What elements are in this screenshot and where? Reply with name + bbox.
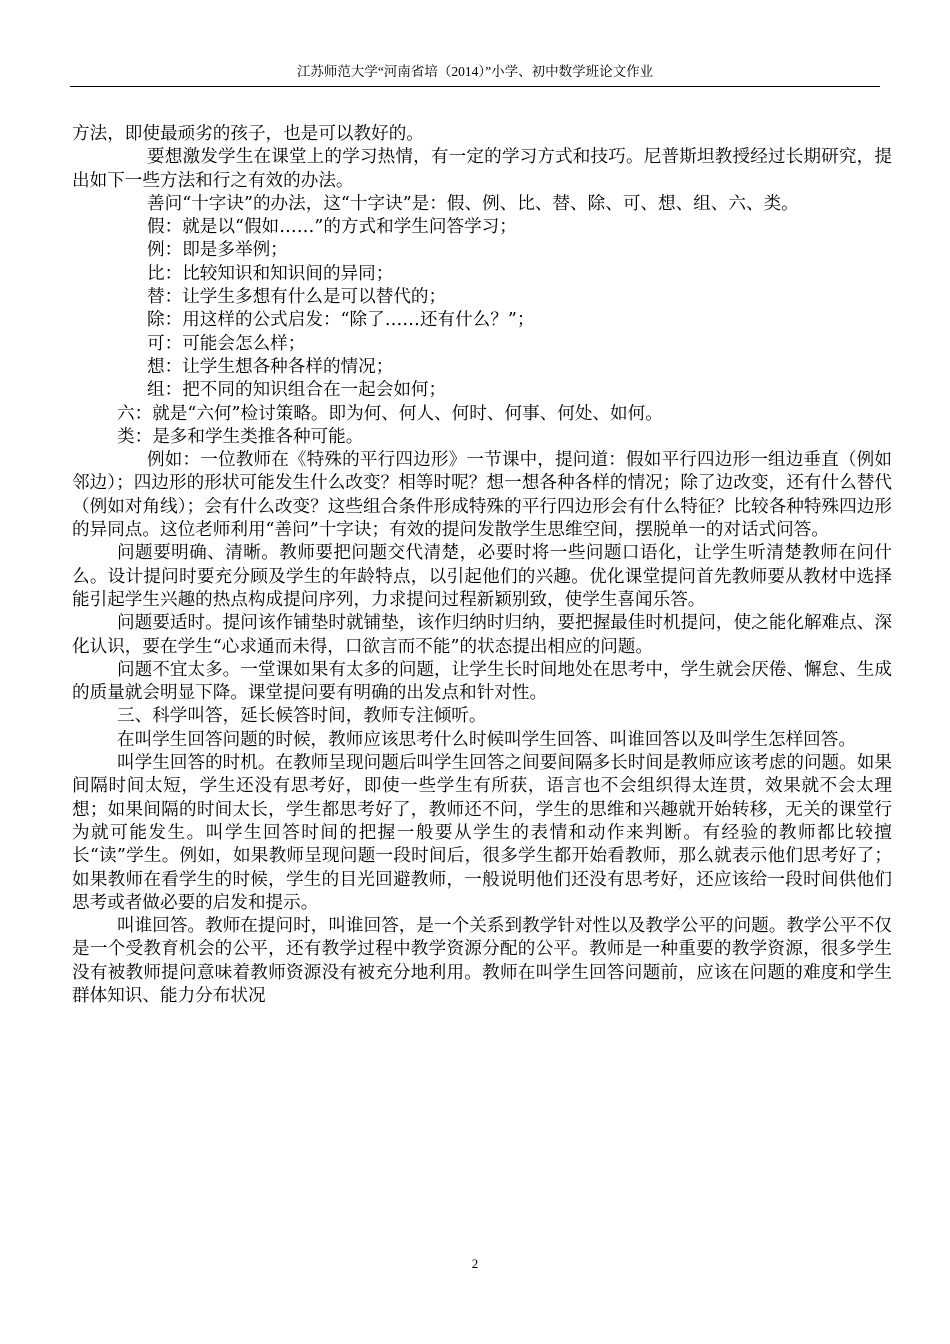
paragraph: 问题要明确、清晰。教师要把问题交代清楚，必要时将一些问题口语化，让学生听清楚教师在问什么。设计提问时要充分顾及学生的年龄特点，以引起他们的兴趣。优化课堂提问首先教师要从教材中选择能引起学生兴趣的热点构成提问序列，力求提问过程新颖别致，使学生喜闻乐答。 [72, 543, 892, 610]
list-item: 除：用这样的公式启发：“除了……还有什么？”； [147, 310, 535, 331]
list-item: 想：让学生想各种各样的情况； [147, 356, 394, 377]
paragraph: 在叫学生回答问题的时候，教师应该思考什么时候叫学生回答、叫谁回答以及叫学生怎样回答。 [117, 729, 856, 750]
page-number: 2 [471, 1256, 479, 1271]
paragraph: 方法，即使最顽劣的孩子，也是可以教好的。 [72, 124, 424, 144]
body-text [72, 123, 892, 1008]
section-heading: 三、科学叫答，延长候答时间，教师专注倾听。 [117, 706, 487, 727]
paragraph: 要想激发学生在课堂上的学习热情，有一定的学习方式和技巧。尼普斯坦教授经过长期研究，提出如下一些方法和行之有效的办法。 [72, 147, 892, 191]
paragraph: 问题要适时。提问该作铺垫时就铺垫，该作归纳时归纳，要把握最佳时机提问，使之能化解难点、深化认识，要在学生“心求通而未得，口欲言而不能”的状态提出相应的问题。 [72, 613, 892, 657]
list-item: 替：让学生多想有什么是可以替代的； [147, 287, 447, 308]
list-item: 例：即是多举例； [147, 240, 288, 261]
paragraph: 例如：一位教师在《特殊的平行四边形》一节课中，提问道：假如平行四边形一组边垂直（例如邻边）；四边形的形状可能发生什么改变？相等时呢？想一想各种各样的情况；除了边改变，还有什么替代（例如对角线）；会有什么改变？这些组合条件形成特殊的平行四边形会有什么特征？比较各种特殊四边形的异同点。这位老师利用“善问”十字诀；有效的提问发散学生思维空间，摆脱单一的对话式问答。 [72, 450, 892, 541]
paragraph: 叫谁回答。教师在提问时，叫谁回答，是一个关系到教学针对性以及教学公平的问题。教学公平不仅是一个受教育机会的公平，还有教学过程中教学资源分配的公平。教师是一种重要的教学资源，很多学生没有被教师提问意味着教师资源没有被充分地利用。教师在叫学生回答问题前，应该在问题的难度和学生群体知识、能力分布状况 [72, 916, 892, 1006]
paragraph: 善问“十字诀”的办法，这“十字诀”是：假、例、比、替、除、可、想、组、六、类。 [147, 193, 799, 214]
list-item: 六：就是“六何”检讨策略。即为何、何人、何时、何事、何处、如何。 [117, 403, 663, 424]
page-header: 江苏师范大学“河南省培（2014）”小学、初中数学班论文作业 [296, 64, 654, 79]
list-item: 类：是多和学生类推各种可能。 [117, 426, 364, 447]
paragraph: 叫学生回答的时机。在教师呈现问题后叫学生回答之间要间隔多长时间是教师应该考虑的问题。如果间隔时间太短，学生还没有思考好，即使一些学生有所获，语言也不会组织得太连贯，效果就不会太理想；如果间隔的时间太长，学生都思考好了，教师还不问，学生的思维和兴趣就开始转移，无关的课堂行为就可能发生。叫学生回答时间的把握一般要从学生的表情和动作来判断。有经验的教师都比较擅长“读”学生。例如，如果教师呈现问题一段时间后，很多学生都开始看教师，那么就表示他们思考好了；如果教师在看学生的时候，学生的目光回避教师，一般说明他们还没有思考好，还应该给一段时间供他们思考或者做必要的启发和提示。 [72, 753, 892, 913]
list-item: 可：可能会怎么样； [147, 333, 306, 354]
list-item: 比：比较知识和知识间的异同； [147, 263, 394, 284]
paragraph: 问题不宜太多。一堂课如果有太多的问题，让学生长时间地处在思考中，学生就会厌倦、懈怠、生成的质量就会明显下降。课堂提问要有明确的出发点和针对性。 [72, 659, 892, 704]
list-item: 假：就是以“假如……”的方式和学生问答学习； [147, 217, 517, 238]
list-item: 组：把不同的知识组合在一起会如何； [147, 380, 447, 401]
header-divider [70, 86, 880, 87]
